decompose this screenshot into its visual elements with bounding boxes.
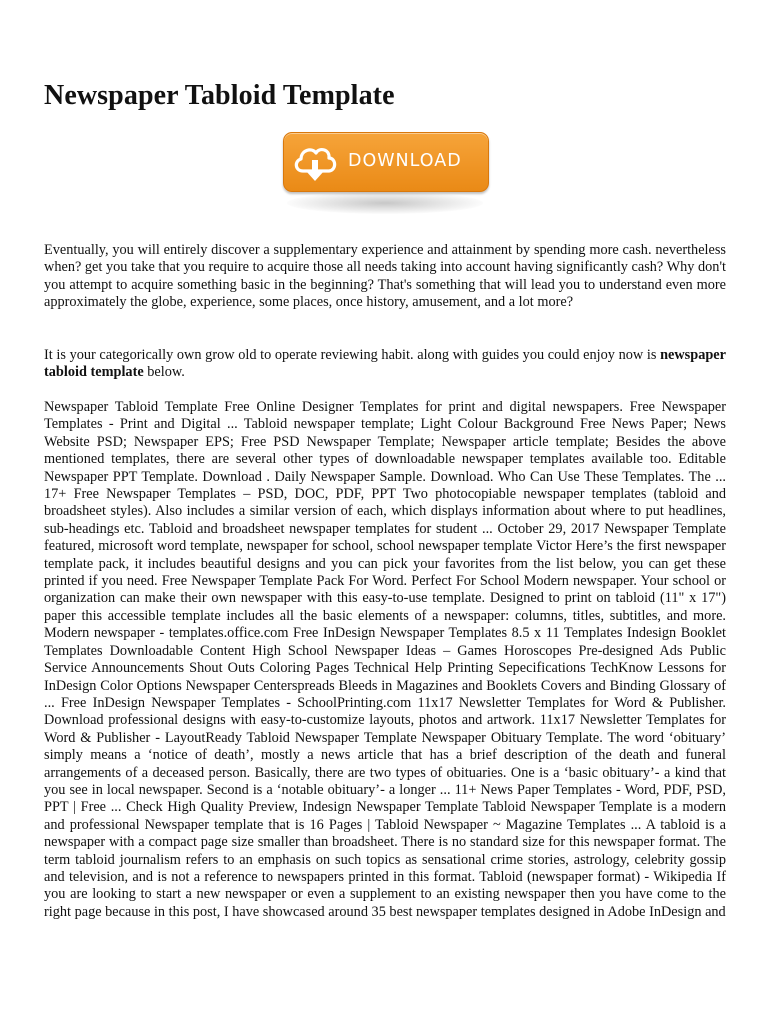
paragraph-text-end: below.: [143, 364, 185, 381]
second-paragraph: [44, 347, 726, 382]
download-button[interactable]: [283, 132, 489, 192]
cloud-download-icon: [290, 137, 340, 187]
page-title: Newspaper Tabloid Template: [44, 80, 395, 111]
download-button-wrapper: [283, 132, 489, 214]
bold-keyword: newspaper tabloid template: [44, 347, 726, 381]
intro-paragraph: Eventually, you will entirely discover a supplementary experience and attainment by spending more cash. nevertheless when? get you take that you require to acquire those all needs taking into account having significantly cash? Why don't you attempt to acquire something basic in the beginning? That's something that will lead you to understand even more approximately the globe, experience, some places, once history, amusement, and a lot more?: [44, 242, 726, 311]
body-paragraph: Newspaper Tabloid Template Free Online Designer Templates for print and digital newspapers. Free Newspaper Templates - Print and Digital ... Tabloid newspaper template; Light Colour Background Free News Paper; News Website PSD; Newspaper EPS; Free PSD Newspaper Template; Newspaper article template; Besides the above mentioned templates, there are several other types of downloadable newspaper templates available too. Editable Newspaper PPT Template. Download . Daily Newspaper Sample. Download. Who Can Use These Templates. The ... 17+ Free Newspaper Templates – PSD, DOC, PDF, PPT Two photocopiable newspaper templates (tabloid and broadsheet styles). Also includes a similar version of each, which displays information about where to put headlines, sub-headings etc. Tabloid and broadsheet newspaper templates for student ... October 29, 2017 Newspaper Template featured, microsoft word template, newspaper for school, school newspaper template Victor Here’s the first newspaper template pack, it includes beautiful designs and you can pick your favorites from the list below, you can get these printed if you need. Free Newspaper Template Pack For Word. Perfect For School Modern newspaper. Your school or organization can make their own newspaper with this easy-to-use template. Designed to print on tabloid (11" x 17") paper this accessible template includes all the basic elements of a newspaper: columns, titles, subtitles, and more. Modern newspaper - templates.office.com Free InDesign Newspaper Templates 8.5 x 11 Templates Indesign Booklet Templates Downloadable Content High School Newspaper Ideas – Games Horoscopes Pre-designed Ads Public Service Announcements Shout Outs Coloring Pages Technical Help Printing Sepecifications TechKnow Lessons for InDesign Color Options Newspaper Centerspreads Bleeds in Magazines and Booklets Covers and Binding Glossary of ... Free InDesign Newspaper Templates - SchoolPrinting.com 11x17 Newsletter Templates for Word & Publisher. Download professional designs with easy-to-customize layouts, photos and artwork. 11x17 Newsletter Templates for Word & Publisher - LayoutReady Tabloid Newspaper Template Newspaper Obituary Template. The word ‘obituary’ simply means a ‘notice of death’, mostly a news article that has a brief description of the death and funeral arrangements of a deceased person. Basically, there are two types of obituaries. One is a ‘basic obituary’- a kind that you see in local newspaper. Second is a ‘notable obituary’- a longer ... 11+ News Paper Templates - Word, PDF, PSD, PPT | Free ... Check High Quality Preview, Indesign Newspaper Template Tabloid Newspaper Template is a modern and professional Newspaper template that is 16 Pages | Tabloid Newspaper ~ Magazine Templates ... A tabloid is a newspaper with a compact page size smaller than broadsheet. There is no standard size for this newspaper format. The term tabloid journalism refers to an emphasis on such topics as sensational crime stories, astrology, celebrity gossip and television, and is not a reference to newspapers printed in this format. Tabloid (newspaper format) - Wikipedia If you are looking to start a new newspaper or even a supplement to an existing newspaper then you have come to the right page because in this post, I have showcased around 35 best newspaper templates designed in Adobe InDesign and: [44, 399, 726, 920]
button-shadow: [287, 192, 483, 214]
paragraph-text: It is your categorically own grow old to operate reviewing habit. along with guides you could enjoy now is: [44, 347, 661, 363]
download-button-label: DOWNLOAD: [348, 151, 462, 171]
